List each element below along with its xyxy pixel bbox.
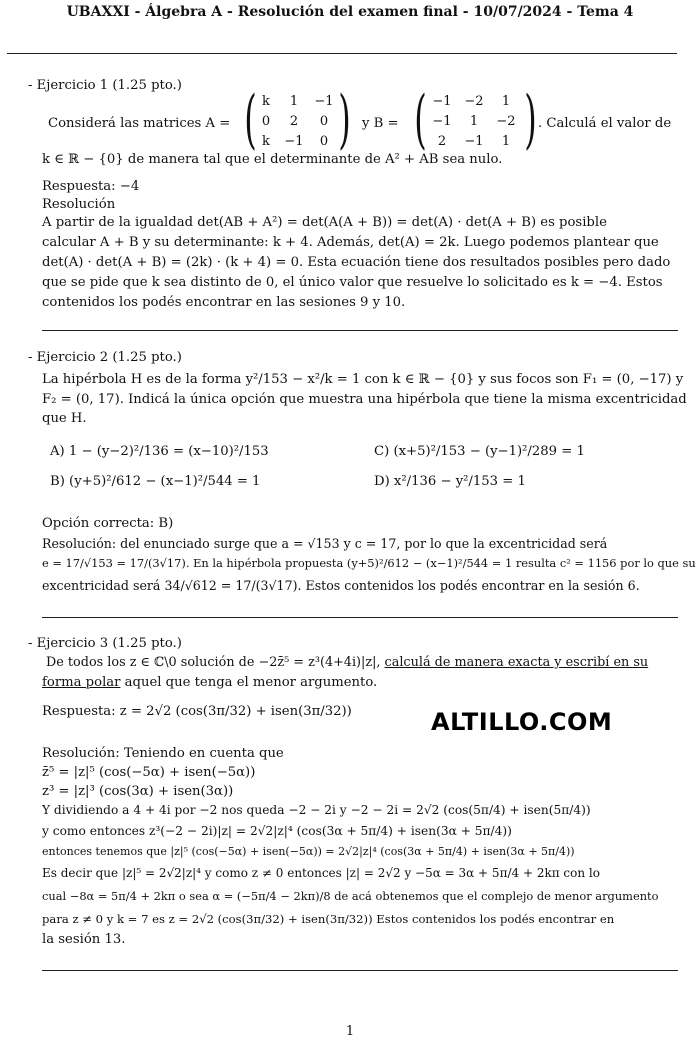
matrix-b-cell: −1 <box>432 114 452 129</box>
right-paren-icon: ) <box>524 83 537 157</box>
exercise-1-resolution-line: A partir de la igualdad det(AB + A²) = det(A(A + B)) = det(A) · det(A + B) es posible <box>42 215 607 230</box>
matrix-b-cell: 1 <box>501 134 511 149</box>
matrix-b-cell: −2 <box>464 94 484 109</box>
exercise-1-resolution-line: calcular A + B y su determinante: k + 4. Además, det(A) = 2k. Luego podemos plantear que <box>42 235 659 250</box>
exercise-3-resolution-line: Y dividiendo a 4 + 4i por −2 nos queda −2 − 2i y −2 − 2i = 2√2 (cos(5π/4) + isen(5π/4)) <box>42 803 591 817</box>
exercise-1-statement: k ∈ ℝ − {0} de manera tal que el determinante de A² + AB sea nulo. <box>42 152 503 167</box>
matrix-a-cell: 0 <box>261 114 271 129</box>
divider <box>42 970 678 971</box>
exercise-1-intro-pre: Considerá las matrices A = <box>48 116 231 131</box>
exercise-1-resolution-line: det(A) · det(A + B) = (2k) · (k + 4) = 0. Esta ecuación tiene dos resultados posibles pero dado <box>42 255 671 270</box>
matrix-a-cell: 0 <box>319 114 329 129</box>
exercise-1-intro-post: . Calculá el valor de <box>538 116 672 131</box>
exercise-3-resolution-line: z³ = |z|³ (cos(3α) + isen(3α)) <box>42 784 234 799</box>
exercise-2-intro-line: La hipérbola H es de la forma y²/153 − x²/k = 1 con k ∈ ℝ − {0} y sus focos son F₁ = (0, −17) y <box>42 372 684 387</box>
exercise-1-intro-mid: y B = <box>362 116 399 131</box>
option-b <box>50 474 260 489</box>
matrix-a <box>244 83 354 157</box>
matrix-a-cell: 1 <box>289 94 299 109</box>
option-text: (y+5)²/612 − (x−1)²/544 = 1 <box>69 474 261 489</box>
exercise-1-heading: - Ejercicio 1 (1.25 pto.) <box>28 78 182 93</box>
divider <box>42 617 678 618</box>
divider <box>7 53 677 54</box>
exercise-3-intro-line-1 <box>46 655 686 670</box>
watermark-logo: ALTILLO.COM <box>431 708 613 736</box>
exercise-2-intro-line: F₂ = (0, 17). Indicá la única opción que muestra una hipérbola que tiene la misma excentricidad <box>42 392 687 407</box>
option-text: (x+5)²/153 − (y−1)²/289 = 1 <box>393 444 585 459</box>
page-number: 1 <box>345 1024 355 1039</box>
exercise-3-resolution-line: cual −8α = 5π/4 + 2kπ o sea α = (−5π/4 − 2kπ)/8 de acá obtenemos que el complejo de menor argumento <box>42 889 659 903</box>
exercise-2-heading: - Ejercicio 2 (1.25 pto.) <box>28 350 182 365</box>
matrix-a-cell: k <box>262 94 270 109</box>
right-paren-icon: ) <box>338 83 351 157</box>
page-title: UBAXXI - Álgebra A - Resolución del examen final - 10/07/2024 - Tema 4 <box>66 4 634 20</box>
matrix-b-cell: −1 <box>464 134 484 149</box>
exercise-1-resolution-line: que se pide que k sea distinto de 0, el único valor que resuelve lo solicitado es k = −4. Estos <box>42 275 663 290</box>
exercise-2-resolution-line: excentricidad será 34/√612 = 17/(3√17). Estos contenidos los podés encontrar en la sesión 6. <box>42 578 640 593</box>
option-label: A) <box>50 444 65 459</box>
exercise-2-correct-option: Opción correcta: B) <box>42 516 174 531</box>
matrix-b-cell: 1 <box>501 94 511 109</box>
matrix-b <box>414 83 540 157</box>
matrix-a-cell: −1 <box>314 94 334 109</box>
exercise-2-intro-line: que H. <box>42 411 87 426</box>
option-text: 1 − (y−2)²/136 = (x−10)²/153 <box>68 444 269 459</box>
exercise-3-resolution-line: Resolución: Teniendo en cuenta que <box>42 746 284 761</box>
exercise-2-resolution-line: e = 17/√153 = 17/(3√17). En la hipérbola propuesta (y+5)²/612 − (x−1)²/544 = 1 resulta c² = 1156 por lo que su <box>42 556 696 570</box>
matrix-b-cell: 2 <box>437 134 447 149</box>
exercise-1-resolution-label: Resolución <box>42 197 116 212</box>
exercise-3-resolution-line: para z ≠ 0 y k = 7 es z = 2√2 (cos(3π/32) + isen(3π/32)) Estos contenidos los podés encontrar en <box>42 912 615 926</box>
exercise-3-intro-text: aquel que tenga el menor argumento. <box>124 675 378 690</box>
exercise-3-resolution-line: z̄⁵ = |z|⁵ (cos(−5α) + isen(−5α)) <box>42 765 256 780</box>
matrix-b-cell: 1 <box>469 114 479 129</box>
matrix-a-cell: 0 <box>319 134 329 149</box>
option-text: x²/136 − y²/153 = 1 <box>393 474 526 489</box>
exercise-3-intro-text: De todos los z ∈ ℂ\0 solución de −2z̄⁵ = z³(4+4i)|z|, <box>46 655 381 670</box>
left-paren-icon: ( <box>244 83 257 157</box>
exercise-3-intro-emphasis: calculá de manera exacta y escribí en su <box>384 655 649 670</box>
matrix-a-cell: −1 <box>284 134 304 149</box>
matrix-a-cell: 2 <box>289 114 299 129</box>
exercise-3-resolution-line: Es decir que |z|⁵ = 2√2|z|⁴ y como z ≠ 0 entonces |z| = 2√2 y −5α = 3α + 5π/4 + 2kπ con lo <box>42 866 600 880</box>
matrix-b-cell: −2 <box>496 114 516 129</box>
option-a <box>50 444 269 459</box>
exercise-3-resolution-line: la sesión 13. <box>42 932 126 947</box>
exercise-1-resolution-line: contenidos los podés encontrar en las sesiones 9 y 10. <box>42 295 406 310</box>
exercise-3-intro-emphasis: forma polar <box>42 675 121 690</box>
exercise-3-answer: Respuesta: z = 2√2 (cos(3π/32) + isen(3π/32)) <box>42 704 352 719</box>
option-label: B) <box>50 474 65 489</box>
exercise-3-heading: - Ejercicio 3 (1.25 pto.) <box>28 636 182 651</box>
matrix-b-cell: −1 <box>432 94 452 109</box>
exercise-1-answer: Respuesta: −4 <box>42 179 140 194</box>
option-label: C) <box>374 444 390 459</box>
exercise-3-resolution-line: y como entonces z³(−2 − 2i)|z| = 2√2|z|⁴ (cos(3α + 5π/4) + isen(3α + 5π/4)) <box>42 824 512 838</box>
exercise-3-resolution-line: entonces tenemos que |z|⁵ (cos(−5α) + isen(−5α)) = 2√2|z|⁴ (cos(3α + 5π/4) + isen(3α + 5π/4)) <box>42 845 575 858</box>
matrix-a-cell: k <box>262 134 270 149</box>
option-d <box>374 474 526 489</box>
exercise-2-resolution-line: Resolución: del enunciado surge que a = √153 y c = 17, por lo que la excentricidad será <box>42 536 608 551</box>
option-label: D) <box>374 474 390 489</box>
left-paren-icon: ( <box>414 83 427 157</box>
exercise-3-intro-line-2 <box>42 675 682 690</box>
option-c <box>374 444 585 459</box>
divider <box>42 330 678 331</box>
